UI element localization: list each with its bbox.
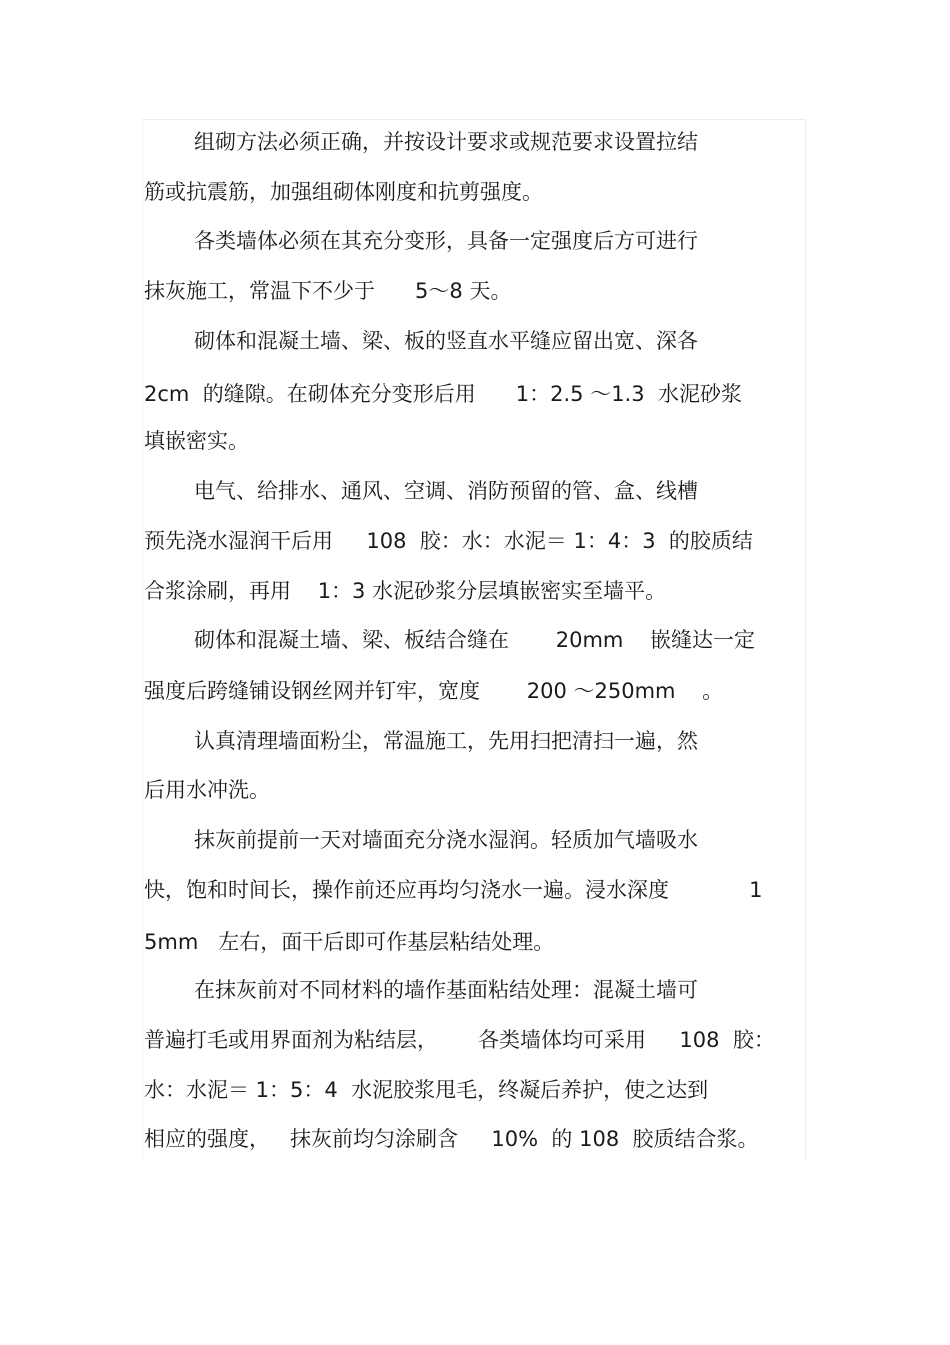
text-line-7: 填嵌密实。 bbox=[144, 429, 249, 453]
text-line-3: 各类墙体必须在其充分变形，具备一定强度后方可进行 bbox=[194, 229, 698, 253]
text-line-20: 水：水泥＝ 1：5：4 水泥胶浆甩毛，终凝后养护，使之达到 bbox=[144, 1078, 709, 1102]
text-line-14: 后用水冲洗。 bbox=[144, 778, 270, 802]
text-line-4: 抹灰施工，常温下不少于 5～8 天。 bbox=[144, 279, 512, 303]
text-line-5: 砌体和混凝土墙、梁、板的竖直水平缝应留出宽、深各 bbox=[194, 329, 698, 353]
text-line-6: 2cm 的缝隙。在砌体充分变形后用 1：2.5 ～1.3 水泥砂浆 bbox=[144, 382, 742, 406]
text-line-18: 在抹灰前对不同材料的墙作基面粘结处理：混凝土墙可 bbox=[194, 978, 698, 1002]
text-line-15: 抹灰前提前一天对墙面充分浇水湿润。轻质加气墙吸水 bbox=[194, 828, 698, 852]
text-line-10: 合浆涂刷，再用 1：3 水泥砂浆分层填嵌密实至墙平。 bbox=[144, 579, 667, 603]
text-line-11: 砌体和混凝土墙、梁、板结合缝在 20mm 嵌缝达一定 bbox=[194, 628, 756, 652]
text-line-16: 快，饱和时间长，操作前还应再均匀浇水一遍。浸水深度 1 bbox=[144, 878, 763, 902]
text-line-9: 预先浇水湿润干后用 108 胶：水：水泥＝ 1：4：3 的胶质结 bbox=[144, 529, 753, 553]
text-line-19: 普遍打毛或用界面剂为粘结层， 各类墙体均可采用 108 胶： bbox=[144, 1028, 775, 1052]
text-line-2: 筋或抗震筋，加强组砌体刚度和抗剪强度。 bbox=[144, 180, 543, 204]
text-line-17: 5mm 左右，面干后即可作基层粘结处理。 bbox=[144, 930, 555, 954]
text-line-12: 强度后跨缝铺设钢丝网并钉牢，宽度 200 ～250mm 。 bbox=[144, 679, 724, 703]
text-line-1: 组砌方法必须正确，并按设计要求或规范要求设置拉结 bbox=[194, 130, 698, 154]
text-line-8: 电气、给排水、通风、空调、消防预留的管、盒、线槽 bbox=[194, 479, 698, 503]
text-line-21: 相应的强度， 抹灰前均匀涂刷含 10% 的 108 胶质结合浆。 bbox=[144, 1127, 759, 1151]
text-line-13: 认真清理墙面粉尘，常温施工，先用扫把清扫一遍，然 bbox=[194, 729, 698, 753]
